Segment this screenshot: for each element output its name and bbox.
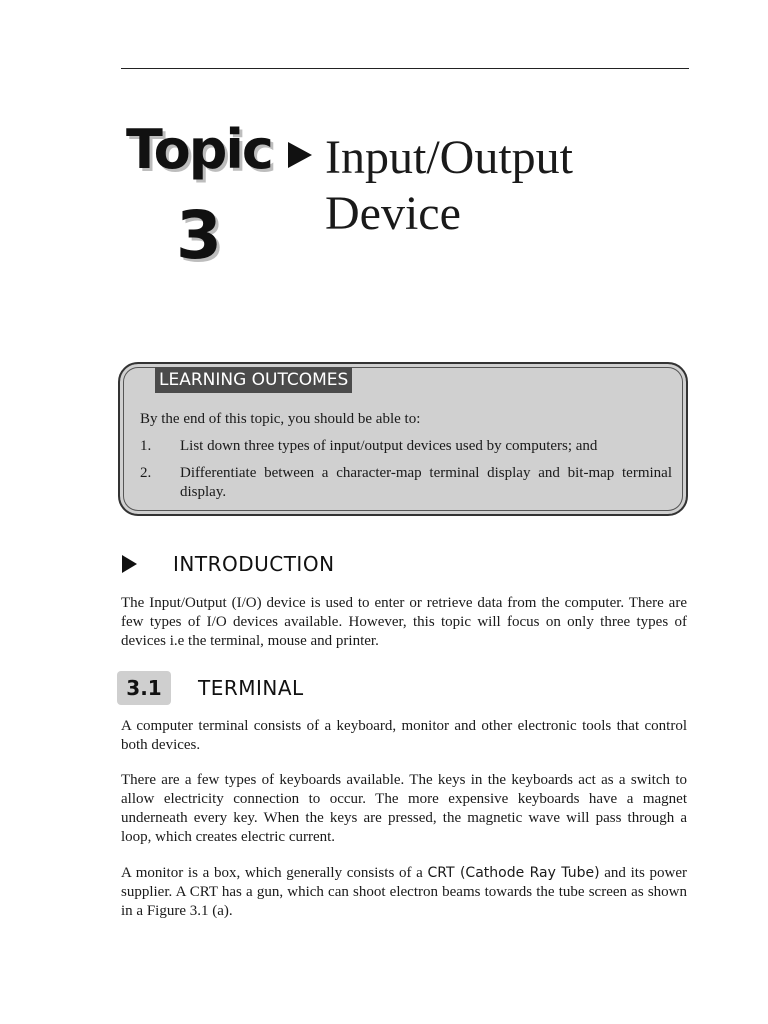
title-line-1: Input/Output [325,131,573,184]
topic-label: Topic [126,118,272,181]
terminal-paragraph: A computer terminal consists of a keyboard, monitor and other electronic tools that control both devices. [121,718,687,753]
play-arrow-icon [122,555,137,573]
item-number: 2. [140,465,152,481]
monitor-text-end: and its power supplier. A CRT has a gun, which can shoot electron beams towards the tube screen as shown in a Figure 3.1 (a). [121,865,687,919]
keyboard-paragraph: There are a few types of keyboards available. The keys in the keyboards act as a switch to allow electricity connection to occur. The more expensive keyboards have a magnet underneath every key. When the keys are pressed, the magnetic wave will pass through a loop, which creates electric current. [121,772,687,845]
monitor-text-start: A monitor is a box, which generally consists of a [121,865,428,881]
title-line-2: Device [325,187,461,240]
topic-number: 3 [176,197,222,274]
learning-outcomes-heading: LEARNING OUTCOMES [155,367,352,393]
play-arrow-icon [288,142,312,168]
item-text: Differentiate between a character-map terminal display and bit-map terminal display. [180,465,672,500]
item-text: List down three types of input/output devices used by computers; and [180,438,598,454]
learning-outcomes-intro: By the end of this topic, you should be able to: [140,411,421,427]
monitor-paragraph [121,864,687,921]
learning-outcome-item [140,437,672,456]
section-title: TERMINAL [198,676,304,700]
item-number: 1. [140,438,152,454]
introduction-heading: INTRODUCTION [173,552,335,576]
crt-highlight: CRT (Cathode Ray Tube) [427,865,600,881]
learning-outcome-item [140,464,672,502]
introduction-paragraph: The Input/Output (I/O) device is used to enter or retrieve data from the computer. There are few types of I/O devices available. However, this topic will focus on only three types of devices i.e the terminal, mouse and printer. [121,595,687,649]
top-rule [121,68,689,69]
section-number-badge: 3.1 [117,671,171,705]
page-title [325,130,705,242]
